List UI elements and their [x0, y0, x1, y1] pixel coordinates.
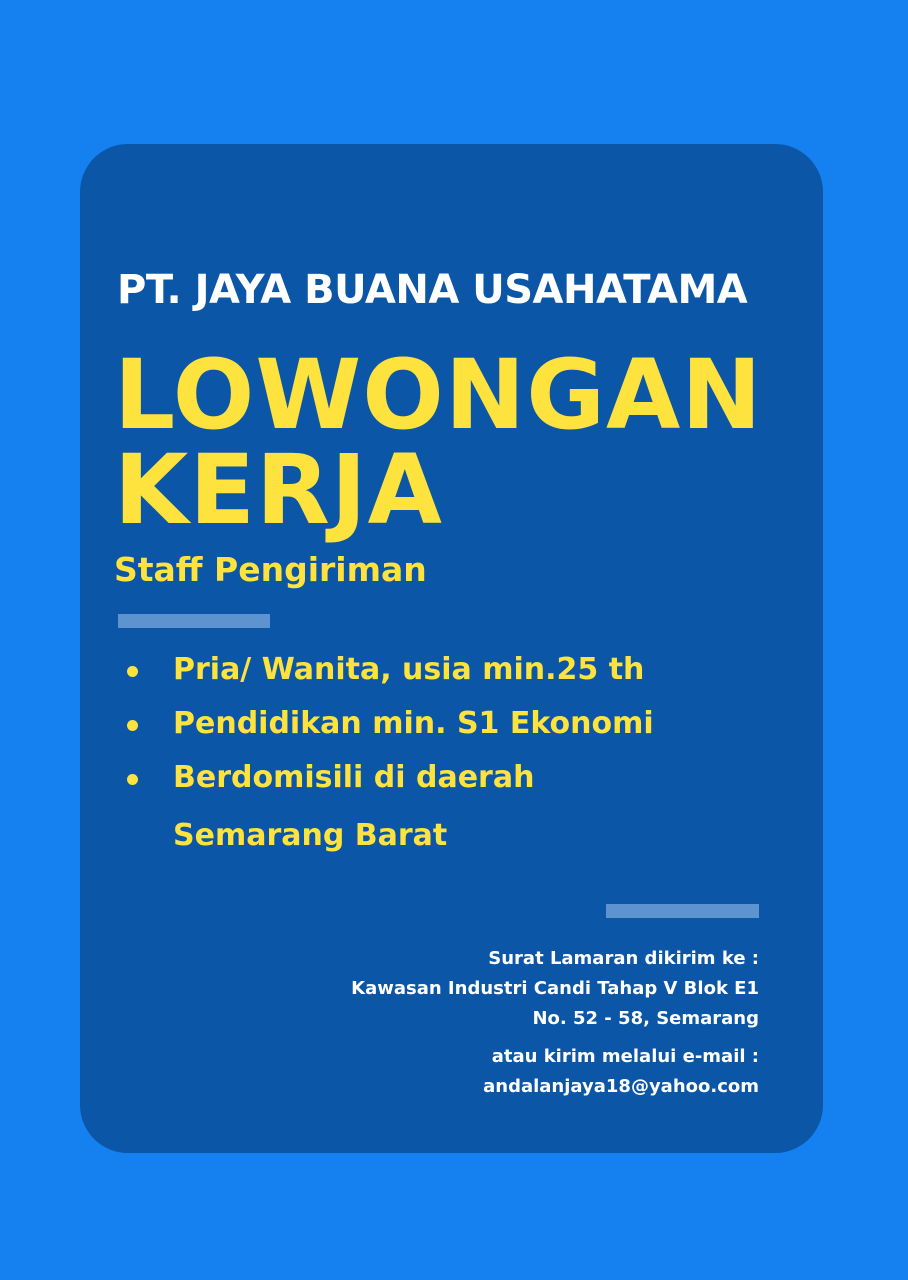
requirement-text: Pria/ Wanita, usia min.25 th [173, 652, 645, 687]
requirement-text: Pendidikan min. S1 Ekonomi [173, 706, 654, 741]
position-title: Staff Pengiriman [114, 550, 427, 589]
requirements-list [120, 643, 820, 863]
contact-address-line-2: No. 52 - 58, Semarang [532, 1008, 759, 1029]
requirement-text: Berdomisili di daerah [173, 760, 535, 795]
divider-top [118, 614, 270, 628]
requirement-item [120, 697, 820, 751]
bullet-icon [127, 666, 138, 677]
contact-block [159, 944, 759, 1102]
contact-address-line-1: Kawasan Industri Candi Tahap V Blok E1 [351, 978, 759, 999]
headline-line-2: KERJA [114, 434, 443, 546]
requirement-item [120, 643, 820, 697]
company-name: PT. JAYA BUANA USAHATAMA [117, 267, 748, 313]
headline-line-1: LOWONGAN [114, 339, 763, 451]
requirement-item [120, 751, 820, 863]
requirement-text-continuation: Semarang Barat [173, 818, 448, 853]
bullet-icon [127, 720, 138, 731]
bullet-icon [127, 774, 138, 785]
divider-bottom [606, 904, 759, 918]
contact-email: andalanjaya18@yahoo.com [483, 1076, 759, 1097]
contact-email-intro: atau kirim melalui e-mail : [491, 1046, 759, 1067]
contact-intro: Surat Lamaran dikirim ke : [488, 948, 759, 969]
